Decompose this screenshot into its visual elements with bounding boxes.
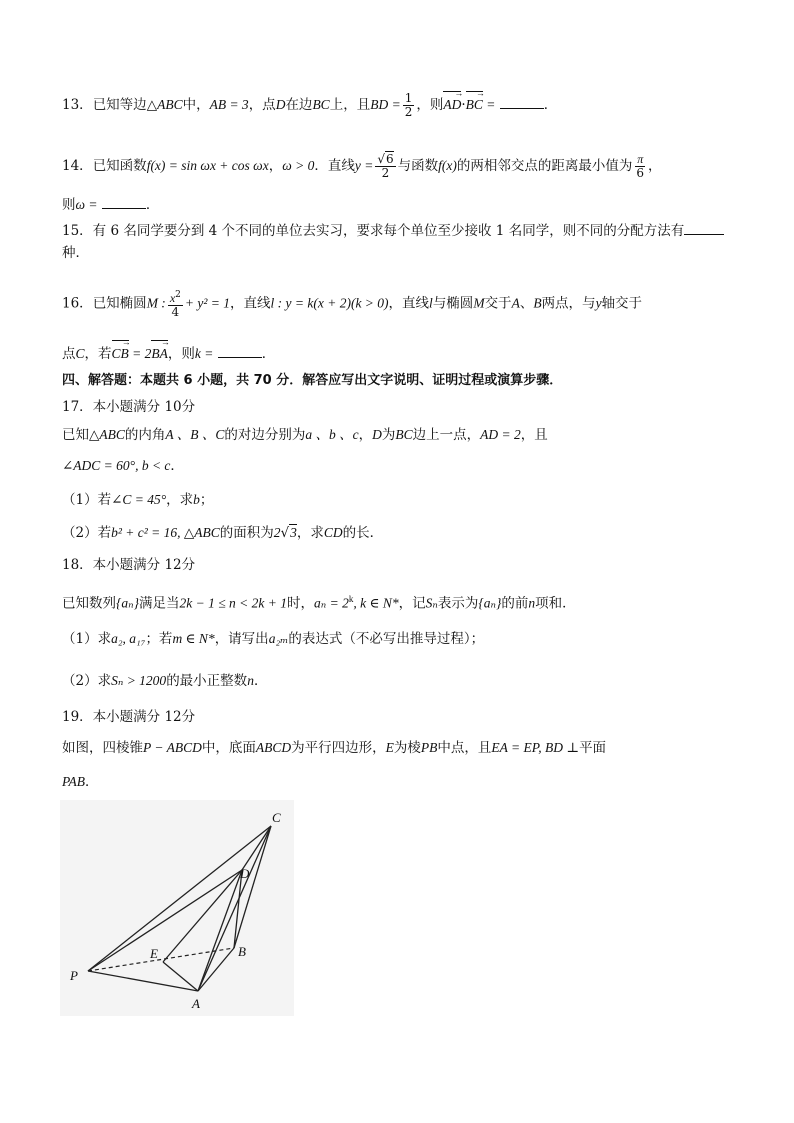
text: 中，底面 (201, 740, 256, 756)
sqrt-radicand: 3 (290, 525, 297, 540)
math: BC (395, 427, 413, 442)
text: 中点，且 (437, 740, 492, 756)
vector-ba: BA → (151, 344, 168, 364)
question-14 (62, 153, 662, 180)
question-18-head: 18．本小题满分 12分 (62, 557, 196, 573)
math: = (482, 97, 496, 112)
text: 则 (62, 197, 76, 213)
math: {aₙ} (116, 595, 140, 611)
text: ，直线 (388, 295, 430, 312)
question-19-head: 19．本小题满分 12分 (62, 709, 196, 725)
text: 与椭圆 (432, 295, 474, 312)
text: 为 (381, 427, 396, 443)
question-15-line-2 (62, 243, 89, 263)
math: 2 (273, 525, 281, 540)
math: y (595, 295, 602, 311)
text: ，若 (84, 346, 112, 362)
math: = 2 (128, 346, 152, 361)
question-number: 16． (62, 295, 93, 312)
text: 为平行四边形， (291, 740, 386, 756)
vector-cb: CB → (112, 344, 129, 364)
label-d: D (240, 866, 250, 881)
math: k = (194, 346, 214, 361)
text: 、 (519, 295, 534, 312)
math: b² + c² = 16, (111, 525, 184, 540)
text: ． (85, 774, 99, 790)
math: EA = EP, BD ⊥ (491, 740, 580, 755)
question-15 (62, 220, 724, 241)
triangle-symbol: △ (183, 525, 195, 541)
figure-background (60, 800, 294, 1016)
label-e: E (150, 946, 158, 961)
text: ． (253, 673, 268, 689)
math: D (372, 427, 382, 442)
math: f(x) = sin ωx + cos ωx (146, 158, 269, 173)
math: C (75, 346, 85, 361)
text: 如图，四棱锥 (62, 740, 143, 756)
math: ∠C = 45° (111, 492, 167, 507)
question-16-line-2 (62, 343, 275, 364)
text: ，求 (166, 492, 194, 508)
text: 的面积为 (219, 525, 274, 541)
text: 的内角 (124, 427, 166, 443)
math: M (473, 295, 485, 311)
math: M : (146, 295, 166, 311)
answer-blank[interactable] (102, 194, 146, 209)
math: ABC (157, 97, 183, 112)
text: 的表达式（不必写出推导过程）； (288, 631, 485, 647)
math: a 、b 、c (305, 427, 359, 442)
section-heading: 四、解答题：本题共 6 小题，共 70 分．解答应写出文字说明、证明过程或演算步骤． (62, 373, 563, 388)
text: 满足当 (139, 595, 180, 612)
math: A 、B 、C (165, 427, 225, 442)
question-14-line-2 (62, 194, 159, 215)
text: 与函数 (397, 158, 439, 174)
math: Sₙ (425, 595, 438, 611)
text: 点 (62, 346, 76, 362)
triangle-symbol: △ (146, 97, 158, 113)
math: CD (323, 525, 343, 540)
math: 2k − 1 ≤ n < 2k + 1 (179, 595, 288, 611)
label-p: P (70, 968, 78, 983)
fraction (375, 153, 395, 180)
question-18-line-1 (62, 589, 576, 614)
math: m ∈ N* (172, 631, 215, 646)
question-17-line-2 (62, 456, 184, 476)
text: 已知等边 (92, 97, 147, 113)
text: 的对边分别为 (224, 427, 306, 443)
math: ABC (99, 427, 125, 442)
math: Sₙ > 1200 (111, 673, 167, 688)
math: D (275, 97, 286, 112)
question-17-head: 17．本小题满分 10分 (62, 399, 196, 415)
label-c: C (272, 810, 281, 825)
text: 中， (182, 97, 210, 113)
math: BD = (370, 97, 401, 112)
superscript: k (348, 594, 354, 604)
text: （1）求 (62, 631, 112, 647)
text: ．直线 (314, 158, 355, 174)
text: ，直线 (230, 295, 271, 312)
math: n (528, 595, 536, 611)
label-b: B (238, 944, 246, 959)
question-number: 13． (62, 97, 93, 113)
text: 15．有 6 名同学要分到 4 个不同的单位去实习，要求每个单位至少接收 1 名同学，则不同的分配方法有 (62, 223, 685, 239)
text: 边上一点， (412, 427, 481, 443)
question-16 (62, 289, 642, 319)
question-13 (62, 92, 557, 119)
math: ABC (194, 525, 220, 540)
math: ABCD (255, 740, 292, 755)
text: 为棱 (393, 740, 421, 756)
answer-blank[interactable] (684, 220, 724, 235)
question-number: 14． (62, 158, 93, 174)
vector-ad: AD → (443, 95, 461, 115)
math: PB (420, 740, 438, 755)
fraction-denominator: 2 (404, 105, 413, 119)
math: ∠ADC = 60°, b < c (62, 458, 171, 473)
math: l (429, 295, 433, 311)
dot-operator: · (461, 97, 466, 113)
fraction-denominator: 6 (636, 166, 645, 180)
text: 项和． (535, 595, 576, 612)
text: ，且 (520, 427, 548, 443)
text: ，点 (248, 97, 276, 113)
question-18-part-2 (62, 671, 267, 691)
math: n (247, 673, 254, 688)
math: AB = 3 (209, 97, 249, 112)
math: {aₙ} (478, 595, 502, 611)
text: 已知 (62, 427, 89, 443)
math: y = (354, 158, 374, 173)
text: （1）若 (62, 492, 112, 508)
fraction-numerator: 1 (404, 91, 413, 105)
math: + y² = 1 (184, 295, 231, 311)
fraction-denominator: 2 (381, 166, 390, 180)
text: 时， (287, 595, 315, 612)
text: ． (170, 458, 184, 474)
question-17-line-1 (62, 425, 548, 445)
text: 已知函数 (92, 158, 147, 174)
text: ， (268, 158, 283, 174)
sqrt-radicand: 6 (386, 152, 394, 166)
vector-bc: BC → (466, 95, 483, 115)
fraction-denominator: 4 (171, 305, 180, 319)
label-a: A (192, 996, 200, 1011)
text: ， (648, 158, 662, 174)
text: 已知数列 (62, 595, 116, 612)
math: l : y = k(x + 2)(k > 0) (270, 295, 389, 311)
triangle-symbol: △ (89, 427, 100, 443)
pyramid-figure (60, 800, 294, 1016)
math: a₂, a₁₇ (111, 631, 146, 646)
text: 平面 (579, 740, 607, 756)
math: b (193, 492, 200, 507)
text: ，则 (416, 97, 444, 113)
fraction (403, 92, 415, 119)
text: 轴交于 (601, 295, 643, 312)
text: 的前 (501, 595, 529, 612)
math: PAB (62, 774, 85, 789)
math: A (511, 295, 520, 311)
fraction-numerator: π (637, 152, 644, 166)
math: ω = (75, 197, 98, 212)
text: 的最小正整数 (166, 673, 248, 689)
text: ，求 (296, 525, 324, 541)
math: ω > 0 (282, 158, 315, 173)
text: ， (358, 427, 373, 443)
math: x (169, 291, 176, 305)
text: ． (145, 197, 160, 213)
math: E (385, 740, 394, 755)
fraction-numerator: $x^2$ (169, 290, 181, 305)
question-19-line-1 (62, 738, 606, 758)
text: ，则 (167, 346, 195, 362)
text: 已知椭圆 (92, 295, 147, 312)
math: a₂ₘ (268, 631, 289, 646)
text: （2）求 (62, 673, 112, 689)
math: aₙ = 2 (314, 595, 349, 611)
text: ，请写出 (214, 631, 269, 647)
text: 的两相邻交点的距离最小值为 (456, 158, 633, 174)
text: ； (199, 492, 214, 508)
text: 表示为 (437, 595, 479, 612)
fraction-numerator: √6 (377, 152, 394, 166)
math: P − ABCD (143, 740, 202, 755)
question-19-line-2 (62, 772, 99, 792)
text: ． (543, 97, 558, 113)
text: （2）若 (62, 525, 112, 541)
question-17-part-1 (62, 490, 213, 510)
text: ． (261, 346, 276, 362)
math: BC (312, 97, 330, 112)
text: 在边 (285, 97, 313, 113)
math: f(x) (438, 158, 457, 173)
fraction (634, 153, 646, 180)
text: ；若 (145, 631, 173, 647)
text: ，记 (398, 595, 426, 612)
text: 的长． (342, 525, 384, 541)
answer-blank[interactable] (500, 94, 544, 109)
text: 种． (62, 245, 89, 261)
text: 上，且 (329, 97, 371, 113)
question-18-part-1 (62, 629, 484, 649)
text: 交于 (484, 295, 512, 312)
math: AD = 2 (480, 427, 521, 442)
fraction (168, 289, 183, 319)
math: , k ∈ N* (353, 595, 399, 611)
text: 两点，与 (541, 295, 596, 312)
answer-blank[interactable] (218, 343, 262, 358)
question-17-part-2: （2）若b² + c² = 16, △ABC的面积为2√3，求CD的长． (62, 525, 384, 541)
math: B (533, 295, 542, 311)
